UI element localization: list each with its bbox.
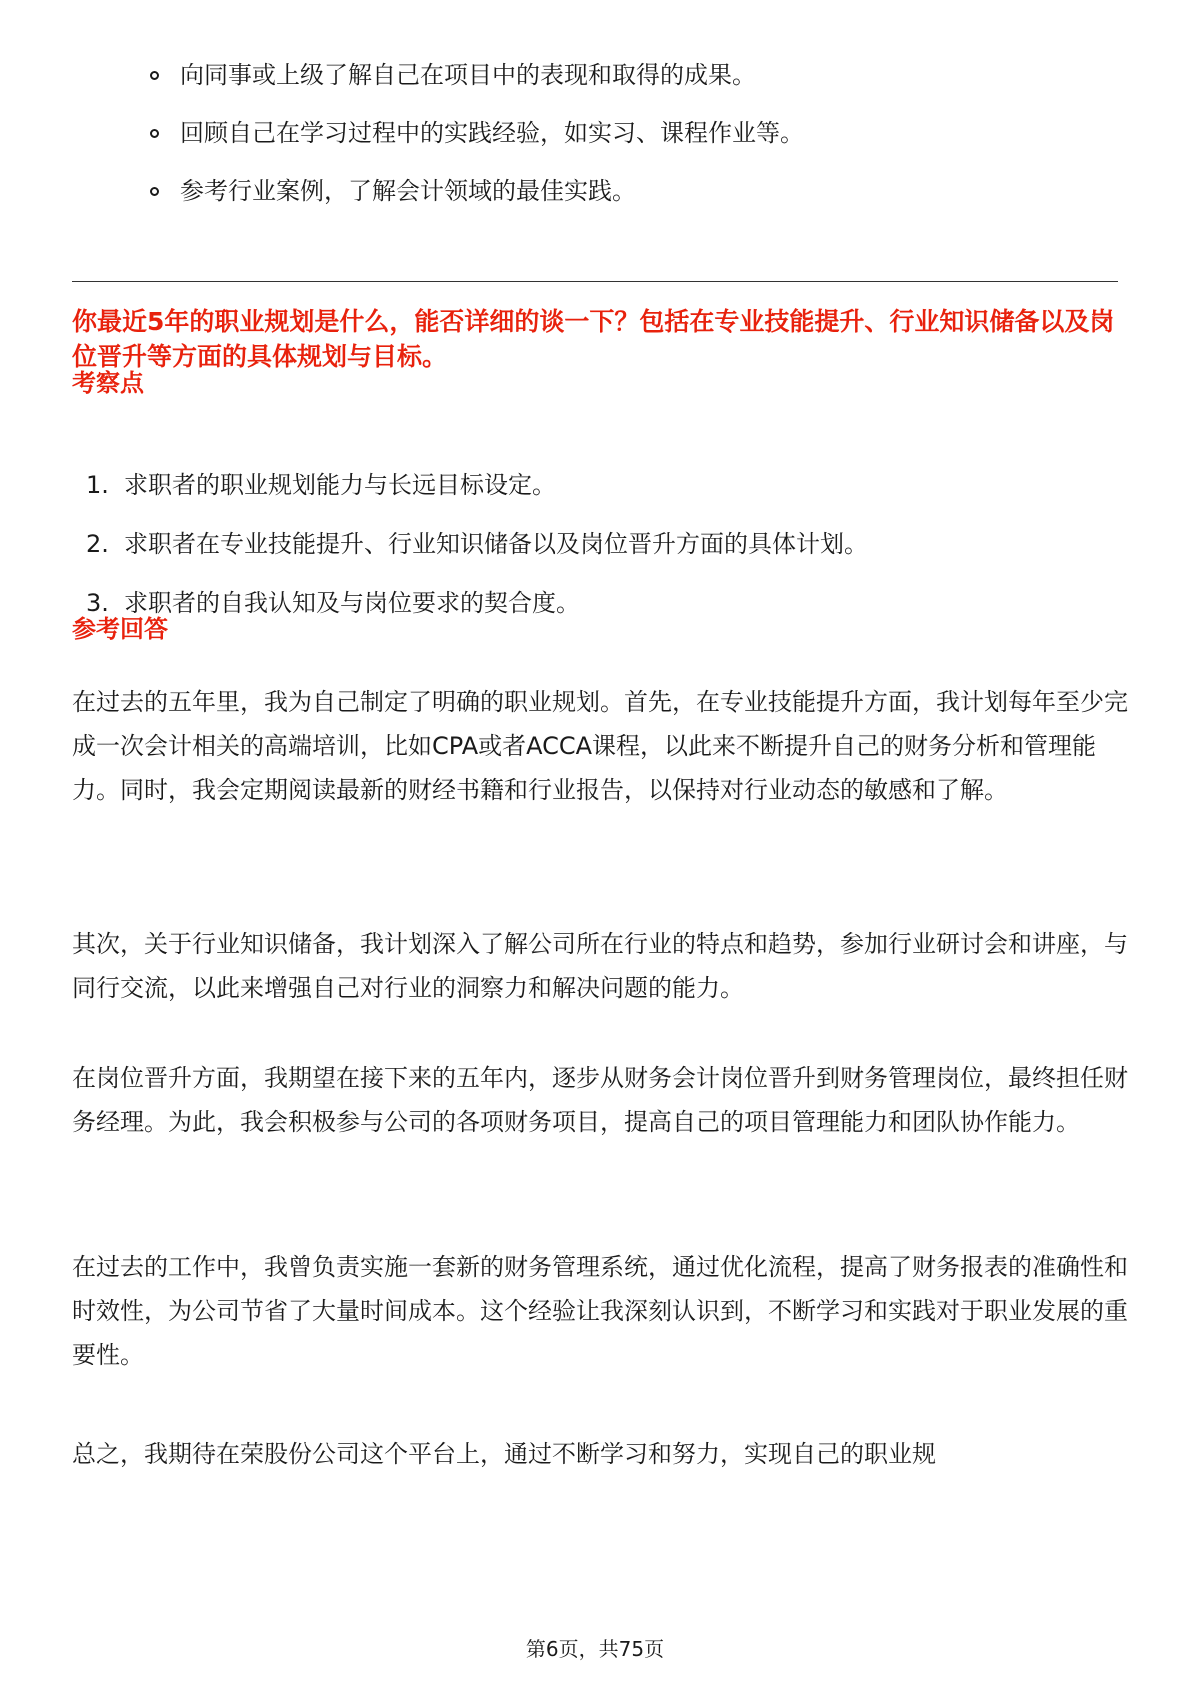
- list-item-text: 求职者的职业规划能力与长远目标设定。: [124, 471, 556, 499]
- list-number: 3.: [86, 589, 109, 617]
- list-item: [150, 118, 804, 148]
- list-item-text: 向同事或上级了解自己在项目中的表现和取得的成果。: [180, 61, 756, 89]
- answer-paragraph: 其次，关于行业知识储备，我计划深入了解公司所在行业的特点和趋势，参加行业研讨会和讲座，与同行交流，以此来增强自己对行业的洞察力和解决问题的能力。: [72, 930, 1128, 1002]
- list-item: [86, 588, 868, 618]
- list-item-text: 回顾自己在学习过程中的实践经验，如实习、课程作业等。: [180, 119, 804, 147]
- list-item: [86, 529, 868, 559]
- answer-paragraph: 在过去的工作中，我曾负责实施一套新的财务管理系统，通过优化流程，提高了财务报表的准确性和时效性，为公司节省了大量时间成本。这个经验让我深刻认识到，不断学习和实践对于职业发展的重要性。: [72, 1253, 1128, 1369]
- focus-heading: 考察点: [72, 369, 144, 397]
- list-number: 1.: [86, 471, 109, 499]
- list-item: [150, 176, 804, 206]
- hollow-bullet-icon: [150, 129, 159, 138]
- answer-paragraph: 在过去的五年里，我为自己制定了明确的职业规划。首先，在专业技能提升方面，我计划每年至少完成一次会计相关的高端培训，比如CPA或者ACCA课程，以此来不断提升自己的财务分析和管理能力。同时，我会定期阅读最新的财经书籍和行业报告，以保持对行业动态的敏感和了解。: [72, 688, 1128, 804]
- hollow-bullet-icon: [150, 71, 159, 80]
- list-item-text: 参考行业案例，了解会计领域的最佳实践。: [180, 177, 636, 205]
- answer-paragraph: 在岗位晋升方面，我期望在接下来的五年内，逐步从财务会计岗位晋升到财务管理岗位，最终担任财务经理。为此，我会积极参与公司的各项财务项目，提高自己的项目管理能力和团队协作能力。: [72, 1064, 1128, 1136]
- top-bullet-list: [150, 60, 804, 234]
- list-item-text: 求职者在专业技能提升、行业知识储备以及岗位晋升方面的具体计划。: [124, 530, 868, 558]
- answer-heading: 参考回答: [72, 615, 168, 643]
- hollow-bullet-icon: [150, 187, 159, 196]
- interview-question: 你最近5年的职业规划是什么，能否详细的谈一下？包括在专业技能提升、行业知识储备以及岗位晋升等方面的具体规划与目标。: [72, 307, 1115, 371]
- list-item-text: 求职者的自我认知及与岗位要求的契合度。: [124, 589, 580, 617]
- page-number: 第6页，共75页: [525, 1637, 665, 1661]
- focus-list: [86, 470, 868, 647]
- answer-paragraph: 总之，我期待在荣股份公司这个平台上，通过不断学习和努力，实现自己的职业规: [72, 1440, 936, 1468]
- section-divider: [72, 281, 1118, 282]
- list-number: 2.: [86, 530, 109, 558]
- list-item: [86, 470, 868, 500]
- list-item: [150, 60, 804, 90]
